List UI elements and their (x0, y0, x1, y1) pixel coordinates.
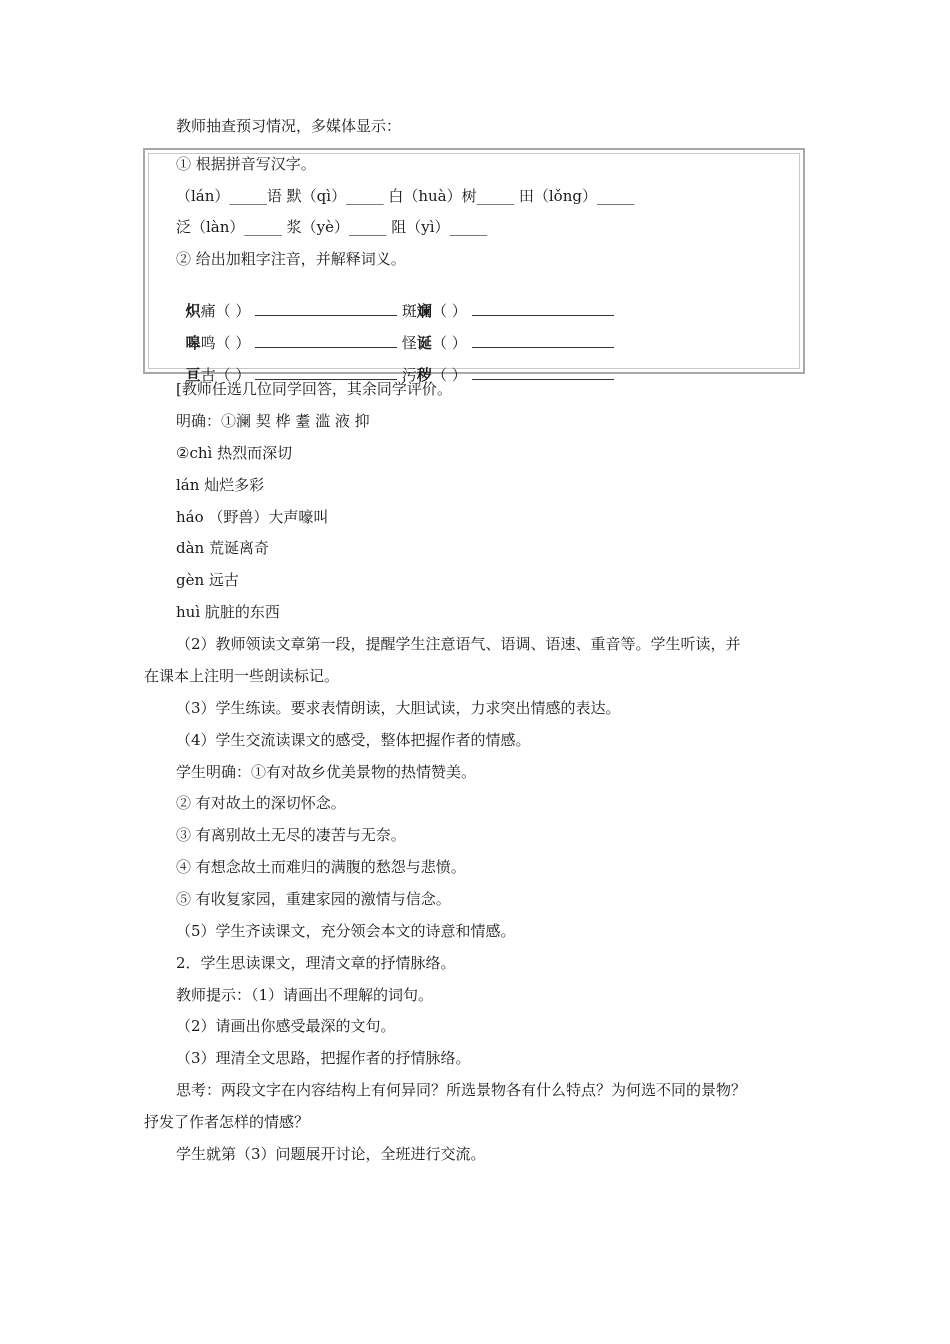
bracket-note-line: [教师任选几位同学回答，其余同学评价。 (176, 380, 452, 398)
step4-paragraph: （4）学生交流读课文的感受，整体把握作者的情感。 (176, 731, 531, 749)
word-suffix: 古（ ） (200, 366, 251, 384)
bold-char: 秽 (416, 366, 432, 384)
student-conclusion-line: 学生明确：①有对故乡优美景物的热情赞美。 (176, 763, 477, 781)
student-conclusion-line: ④ 有想念故土而难归的满腹的愁怨与悲愤。 (176, 858, 466, 876)
teacher-hint-line: （2）请画出你感受最深的文句。 (176, 1017, 396, 1035)
discussion-line: 学生就第（3）问题展开讨论，全班进行交流。 (176, 1145, 486, 1163)
pinyin-definition-line: háo （野兽）大声嚎叫 (176, 508, 329, 526)
step2-paragraph-continuation: 在课本上注明一些朗读标记。 (144, 667, 340, 685)
pinyin-definition-line: dàn 荒诞离奇 (176, 539, 269, 557)
student-conclusion-line: ③ 有离别故土无尽的凄苦与无奈。 (176, 826, 406, 844)
word-suffix: 痛（ ） (200, 302, 251, 320)
thinking-question-continuation: 抒发了作者怎样的情感？ (144, 1113, 310, 1131)
teacher-hint-line: 教师提示：（1）请画出不理解的词句。 (176, 986, 434, 1004)
word-suffix: （ ） (431, 366, 467, 384)
word-prefix: 怪 (401, 334, 417, 352)
exercise-part1-title: ① 根据拼音写汉字。 (176, 155, 316, 173)
word-suffix: （ ） (431, 302, 467, 320)
intro-line: 教师抽查预习情况，多媒体显示： (176, 117, 402, 135)
step2-paragraph-line: （2）教师领读文章第一段，提醒学生注意语气、语调、语速、重音等。学生听读，并 (176, 635, 741, 653)
word-prefix: 污 (401, 366, 417, 384)
bold-char: 诞 (416, 334, 432, 352)
answer-blank (472, 365, 614, 380)
word-suffix: 鸣（ ） (200, 334, 251, 352)
exercise-part1-row2: 泛（làn）_____ 浆（yè）_____ 阻（yì）_____ (176, 218, 488, 236)
bold-char: 嗥 (185, 334, 201, 352)
word-prefix: 斑 (401, 302, 417, 320)
step5-paragraph: （5）学生齐读课文，充分领会本文的诗意和情感。 (176, 922, 516, 940)
bold-char: 亘 (185, 366, 201, 384)
section2-heading: 2．学生思读课文，理清文章的抒情脉络。 (176, 954, 456, 972)
student-conclusion-line: ② 有对故土的深切怀念。 (176, 794, 346, 812)
pinyin-definition-line: lán 灿烂多彩 (176, 476, 265, 494)
student-conclusion-line: ⑤ 有收复家园，重建家园的激情与信念。 (176, 890, 451, 908)
pinyin-definition-line: ②chì 热烈而深切 (176, 444, 293, 462)
exercise-part2-title: ② 给出加粗字注音，并解释词义。 (176, 250, 406, 268)
thinking-question-line: 思考：两段文字在内容结构上有何异同？所选景物各有什么特点？为何选不同的景物？ (176, 1081, 747, 1099)
teacher-hint-line: （3）理清全文思路，把握作者的抒情脉络。 (176, 1049, 471, 1067)
word-suffix: （ ） (431, 334, 467, 352)
bold-char: 炽 (185, 302, 201, 320)
pinyin-definition-line: gèn 远古 (176, 571, 239, 589)
exercise-part1-row1: （lán）_____语 默（qì）_____ 白（huà）树_____ 田（lǒng）_____ (176, 187, 635, 205)
bold-char: 斓 (416, 302, 432, 320)
step3-paragraph: （3）学生练读。要求表情朗读，大胆试读，力求突出情感的表达。 (176, 699, 621, 717)
answer-blank (255, 365, 397, 380)
answer-key-line: 明确：①澜 契 桦 耋 滥 液 抑 (176, 412, 370, 430)
pinyin-definition-line: huì 肮脏的东西 (176, 603, 280, 621)
